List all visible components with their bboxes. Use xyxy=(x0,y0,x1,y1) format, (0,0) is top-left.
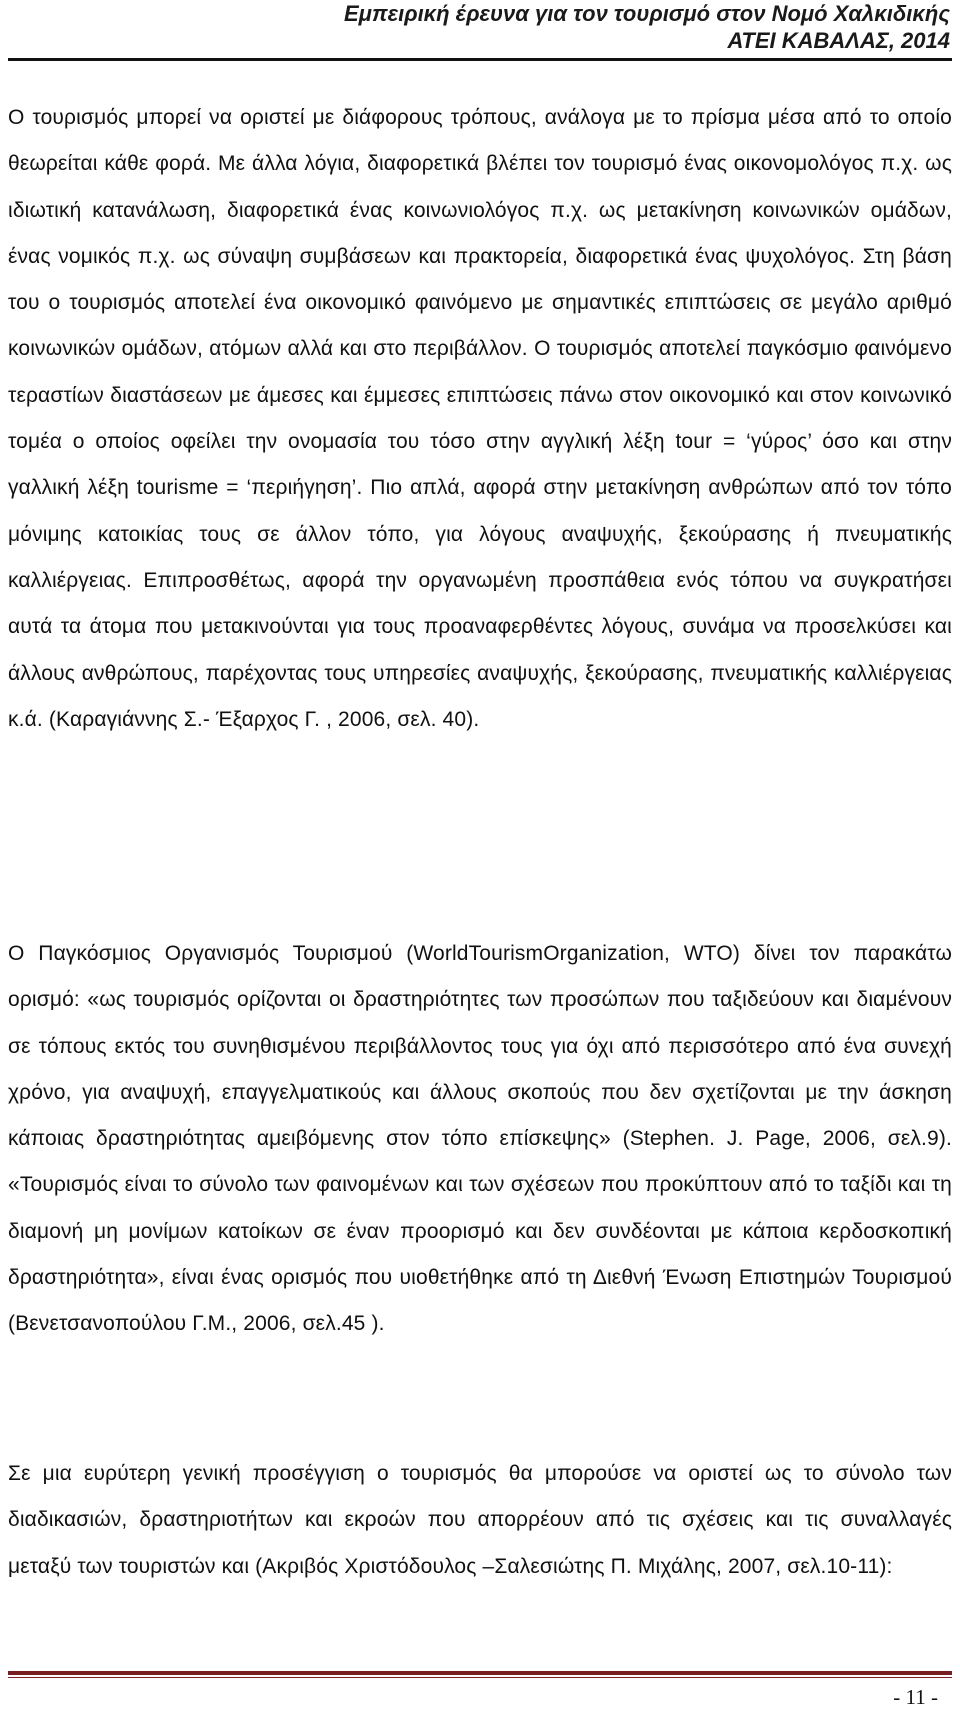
header-subtitle: ΑΤΕΙ ΚΑΒΑΛΑΣ, 2014 xyxy=(727,28,950,53)
header-divider xyxy=(8,58,952,61)
paragraph-wto-definition: Ο Παγκόσμιος Οργανισμός Τουρισμού (WorldTourismOrganization, WTO) δίνει τον παρακάτω ορισμό: «ως τουρισμός ορίζονται οι δραστηριότητες των προσώπων που ταξιδεύουν και διαμένουν σε τόπους εκτός του συνηθισμένου περιβάλλοντος τους για όχι από περισσότερο από ένα συνεχή χρόνο, για αναψυχή, επαγγελματικούς και άλλους σκοπούς που δεν σχετίζονται με την άσκηση κάποιας δραστηριότητας αμειβόμενης στον τόπο επίσκεψης» (Stephen. J. Page, 2006, σελ.9). «Τουρισμός είναι το σύνολο των φαινομένων και των σχέσεων που προκύπτουν από το ταξίδι και τη διαμονή μη μονίμων κατοίκων σε έναν προορισμό και δεν συνδέονται με κάποια κερδοσκοπική δραστηριότητα», είναι ένας ορισμός που υιοθετήθηκε από τη Διεθνή Ένωση Επιστημών Τουρισμού (Βενετσανοπούλου Γ.Μ., 2006, σελ.45 ). xyxy=(8,942,952,1336)
page-number: - 11 - xyxy=(893,1685,938,1709)
footer-divider-thin xyxy=(8,1677,952,1678)
footer-divider-thick xyxy=(8,1671,952,1675)
header-title: Εμπειρική έρευνα για τον τουρισμό στον Νομό Χαλκιδικής xyxy=(344,1,950,26)
running-header xyxy=(250,0,950,54)
paragraph-broader-approach: Σε μια ευρύτερη γενική προσέγγιση ο τουρισμός θα μπορούσε να οριστεί ως το σύνολο των διαδικασιών, δραστηριοτήτων και εκροών που απορρέουν από τις σχέσεις και τις συναλλαγές μεταξύ των τουριστών και (Ακριβός Χριστόδουλος –Σαλεσιώτης Π. Μιχάλης, 2007, σελ.10-11): xyxy=(8,1462,952,1578)
paragraph-tourism-definitions: Ο τουρισμός μπορεί να οριστεί με διάφορους τρόπους, ανάλογα με το πρίσμα μέσα από το οποίο θεωρείται κάθε φορά. Με άλλα λόγια, διαφορετικά βλέπει τον τουρισμό ένας οικονομολόγος π.χ. ως ιδιωτική κατανάλωση, διαφορετικά ένας κοινωνιολόγος π.χ. ως μετακίνηση κοινωνικών ομάδων, ένας νομικός π.χ. ως σύναψη συμβάσεων και πρακτορεία, διαφορετικά ένας ψυχολόγος. Στη βάση του ο τουρισμός αποτελεί ένα οικονομικό φαινόμενο με σημαντικές επιπτώσεις σε μεγάλο αριθμό κοινωνικών ομάδων, ατόμων αλλά και στο περιβάλλον. Ο τουρισμός αποτελεί παγκόσμιο φαινόμενο τεραστίων διαστάσεων με άμεσες και έμμεσες επιπτώσεις πάνω στον οικονομικό και στον κοινωνικό τομέα ο οποίος οφείλει την ονομασία του τόσο στην αγγλική λέξη tour = ‘γύρος’ όσο και στην γαλλική λέξη tourisme = ‘περιήγηση’. Πιο απλά, αφορά στην μετακίνηση ανθρώπων από τον τόπο μόνιμης κατοικίας τους σε άλλον τόπο, για λόγους αναψυχής, ξεκούρασης ή πνευματικής καλλιέργειας. Επιπροσθέτως, αφορά την οργανωμένη προσπάθεια ενός τόπου να συγκρατήσει αυτά τα άτομα που μετακινούνται για τους προαναφερθέντες λόγους, συνάμα να προσελκύσει και άλλους ανθρώπους, παρέχοντας τους υπηρεσίες αναψυχής, ξεκούρασης, πνευματικής καλλιέργειας κ.ά. (Καραγιάννης Σ.- Έξαρχος Γ. , 2006, σελ. 40). xyxy=(8,106,952,731)
